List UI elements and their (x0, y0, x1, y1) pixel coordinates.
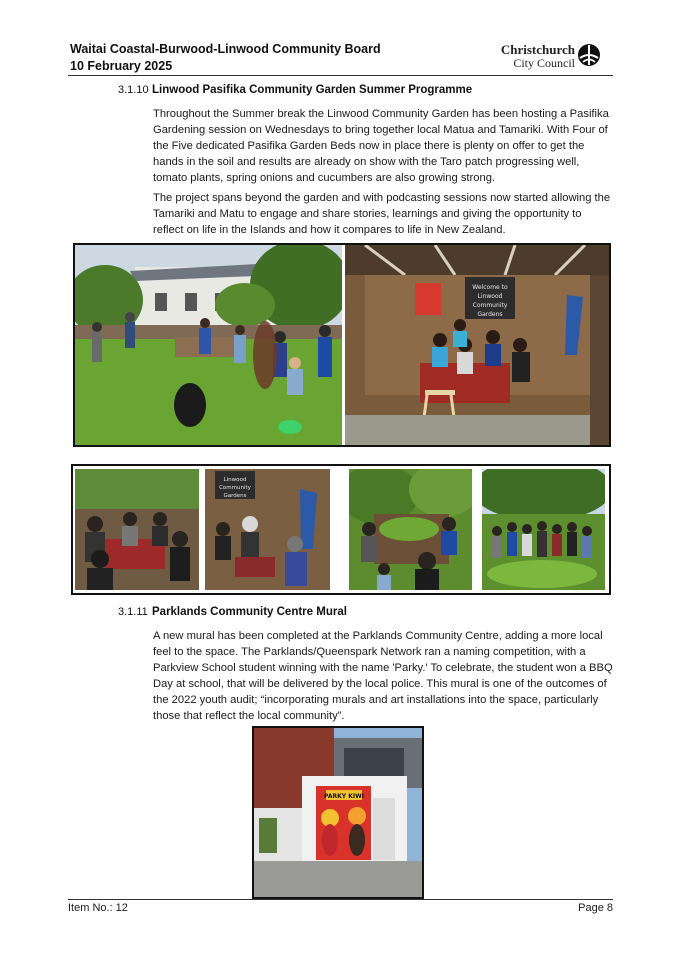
meeting-date: 10 February 2025 (70, 59, 173, 73)
section-number: 3.1.11 (118, 606, 148, 618)
section-title: Linwood Pasifika Community Garden Summer Programme (152, 84, 473, 96)
section-title: Parklands Community Centre Mural (152, 606, 347, 618)
podcast-photo-1 (75, 469, 199, 590)
page-number: Page 8 (578, 902, 613, 914)
council-emblem-icon (577, 42, 601, 68)
mural-paragraph: A new mural has been completed at the Parklands Community Centre, adding a more local feel to the space. The Parklands/Queenspark Network ran a naming competition, with a Parkview School student winning with the name 'Parky.' To celebrate, the student won a BBQ Day at school, that will be delivered by the local police. This mural is one of the outcomes of the 2022 youth audit; “incorporating murals and art installations into the space, particularly those that reflect the local community”. (153, 630, 613, 722)
podcast-shed-photo (345, 245, 609, 445)
parklands-mural-photo (254, 728, 422, 897)
logo-text-line1: Christchurch (500, 42, 575, 57)
svg-text:Community: Community (219, 485, 251, 491)
garden-paragraph-1: Throughout the Summer break the Linwood Community Garden has been hosting a Pasifika Gardening session on Wednesdays to bring together local Matua and Tamariki. With Four of the Five dedicated Pasifika Garden Beds now in place there is plenty on offer to get the hands in the soil and results are already on show with the Taro patch progressing well, tomato plants, spring onions and cucumbers are also growing strong. (153, 108, 609, 184)
section-heading-mural (118, 606, 347, 618)
board-name: Waitai Coastal-Burwood-Linwood Community Board (70, 42, 381, 56)
svg-text:Linwood: Linwood (223, 477, 247, 483)
footer-divider (68, 899, 613, 900)
svg-text:Community: Community (472, 302, 508, 309)
garden-paragraph-2: The project spans beyond the garden and with podcasting sessions now started allowing the Tamariki and Matu to engage and share stories, learnings and giving the opportunity to reflect on life in the Islands and how it compares to life in New Zealand. (153, 192, 611, 236)
section-number: 3.1.10 (118, 84, 149, 96)
header-divider (68, 75, 613, 76)
svg-text:Linwood: Linwood (477, 293, 503, 300)
garden-beds-photo (349, 469, 472, 590)
item-number: Item No.: 12 (68, 902, 128, 914)
svg-text:Gardens: Gardens (477, 311, 503, 318)
logo-text-line2: City Council (513, 56, 575, 70)
section-heading-garden (118, 84, 472, 96)
svg-text:PARKY KIWI: PARKY KIWI (324, 793, 364, 800)
svg-text:Welcome to: Welcome to (472, 284, 508, 291)
group-photo (482, 469, 605, 590)
podcast-photo-2 (205, 469, 330, 590)
svg-text:Gardens: Gardens (223, 493, 247, 499)
council-logo (500, 40, 613, 70)
garden-group-photo (75, 245, 342, 445)
